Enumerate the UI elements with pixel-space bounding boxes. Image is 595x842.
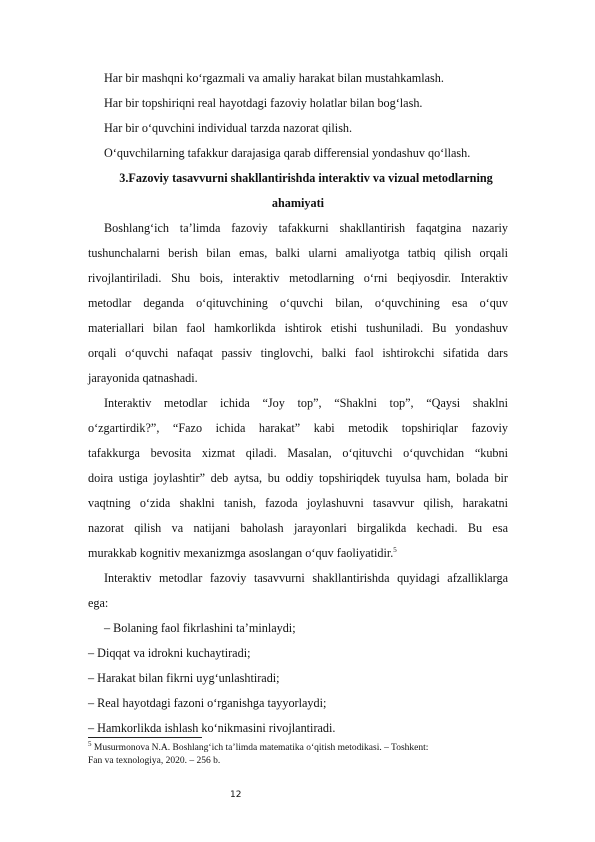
list-item: – Diqqat va idrokni kuchaytiradi;	[88, 646, 251, 660]
paragraph-line: rivojlantiriladi. Shu bois, interaktiv metodlarning o‘rni beqiyosdir. Interaktiv	[88, 271, 508, 285]
intro-item: O‘quvchilarning tafakkur darajasiga qarab differensial yondashuv qo‘llash.	[104, 146, 471, 160]
footnote-reference[interactable]: 5	[393, 545, 397, 554]
paragraph-line: nazorat qilish va natijani baholash jarayonlari birgalikda kechadi. Bu esa	[88, 521, 508, 535]
paragraph-line: doira ustiga joylashtir” deb aytsa, bu oddiy topshiriqdek tuyulsa ham, bolada bir	[88, 471, 508, 485]
paragraph-line: Interaktiv metodlar ichida “Joy top”, “Shaklni top”, “Qaysi shaklni	[104, 396, 508, 410]
intro-item: Har bir mashqni ko‘rgazmali va amaliy harakat bilan mustahkamlash.	[104, 71, 444, 85]
paragraph-line: tushunchalarni berish bilan emas, balki ularni amaliyotga tatbiq qilish orqali	[88, 246, 508, 260]
footnote-line	[88, 739, 508, 754]
footnote-mark: 5	[88, 739, 92, 748]
footnote-divider	[88, 737, 202, 738]
paragraph-line	[88, 545, 508, 561]
paragraph-line: tafakkurga bevosita xizmat qiladi. Masalan, o‘qituvchi o‘quvchidan “kubni	[88, 446, 508, 460]
paragraph-line: Interaktiv metodlar fazoviy tasavvurni shakllantirishda quyidagi afzalliklarga	[104, 571, 508, 585]
list-item: – Real hayotdagi fazoni o‘rganishga tayyorlaydi;	[88, 696, 327, 710]
intro-item: Har bir topshiriqni real hayotdagi fazoviy holatlar bilan bog‘lash.	[104, 96, 423, 110]
list-item: – Hamkorlikda ishlash ko‘nikmasini rivojlantiradi.	[88, 721, 336, 735]
paragraph-line: orqali o‘quvchi nafaqat passiv tinglovchi, balki faol ishtirokchi sifatida dars	[88, 346, 508, 360]
section-heading-cont: ahamiyati	[271, 196, 325, 210]
paragraph-line: o‘zgartirdik?”, “Fazo ichida harakat” kabi metodik topshiriqlar fazoviy	[88, 421, 508, 435]
paragraph-line: ega:	[88, 596, 109, 610]
paragraph-line: Boshlang‘ich ta’limda fazoviy tafakkurni shakllantirish faqatgina nazariy	[104, 221, 508, 235]
paragraph-line: jarayonida qatnashadi.	[88, 371, 198, 385]
paragraph-line: materiallari bilan faol hamkorlikda ishtirok etishi tushuniladi. Bu yondashuv	[88, 321, 508, 335]
section-heading: 3.Fazoviy tasavvurni shakllantirishda interaktiv va vizual metodlarning	[119, 171, 493, 185]
intro-item: Har bir o‘quvchini individual tarzda nazorat qilish.	[104, 121, 353, 135]
paragraph-text: murakkab kognitiv mexanizmga asoslangan o‘quv faoliyatidir.	[88, 546, 394, 560]
paragraph-line: vaqtning o‘zida shaklni tanish, fazoda joylashuvni tasavvur qilish, harakatni	[88, 496, 508, 510]
footnote-line: Fan va texnologiya, 2020. – 256 b.	[88, 756, 221, 766]
paragraph-line: metodlar deganda o‘qituvchining o‘quvchi bilan, o‘quvchining esa o‘quv	[88, 296, 508, 310]
page-number: 12	[230, 790, 242, 800]
list-item: – Harakat bilan fikrni uyg‘unlashtiradi;	[88, 671, 280, 685]
footnote-text: Musurmonova N.A. Boshlang‘ich ta’limda matematika o‘qitish metodikasi. – Toshkent:	[93, 743, 429, 753]
list-item: – Bolaning faol fikrlashini ta’minlaydi;	[104, 621, 296, 635]
